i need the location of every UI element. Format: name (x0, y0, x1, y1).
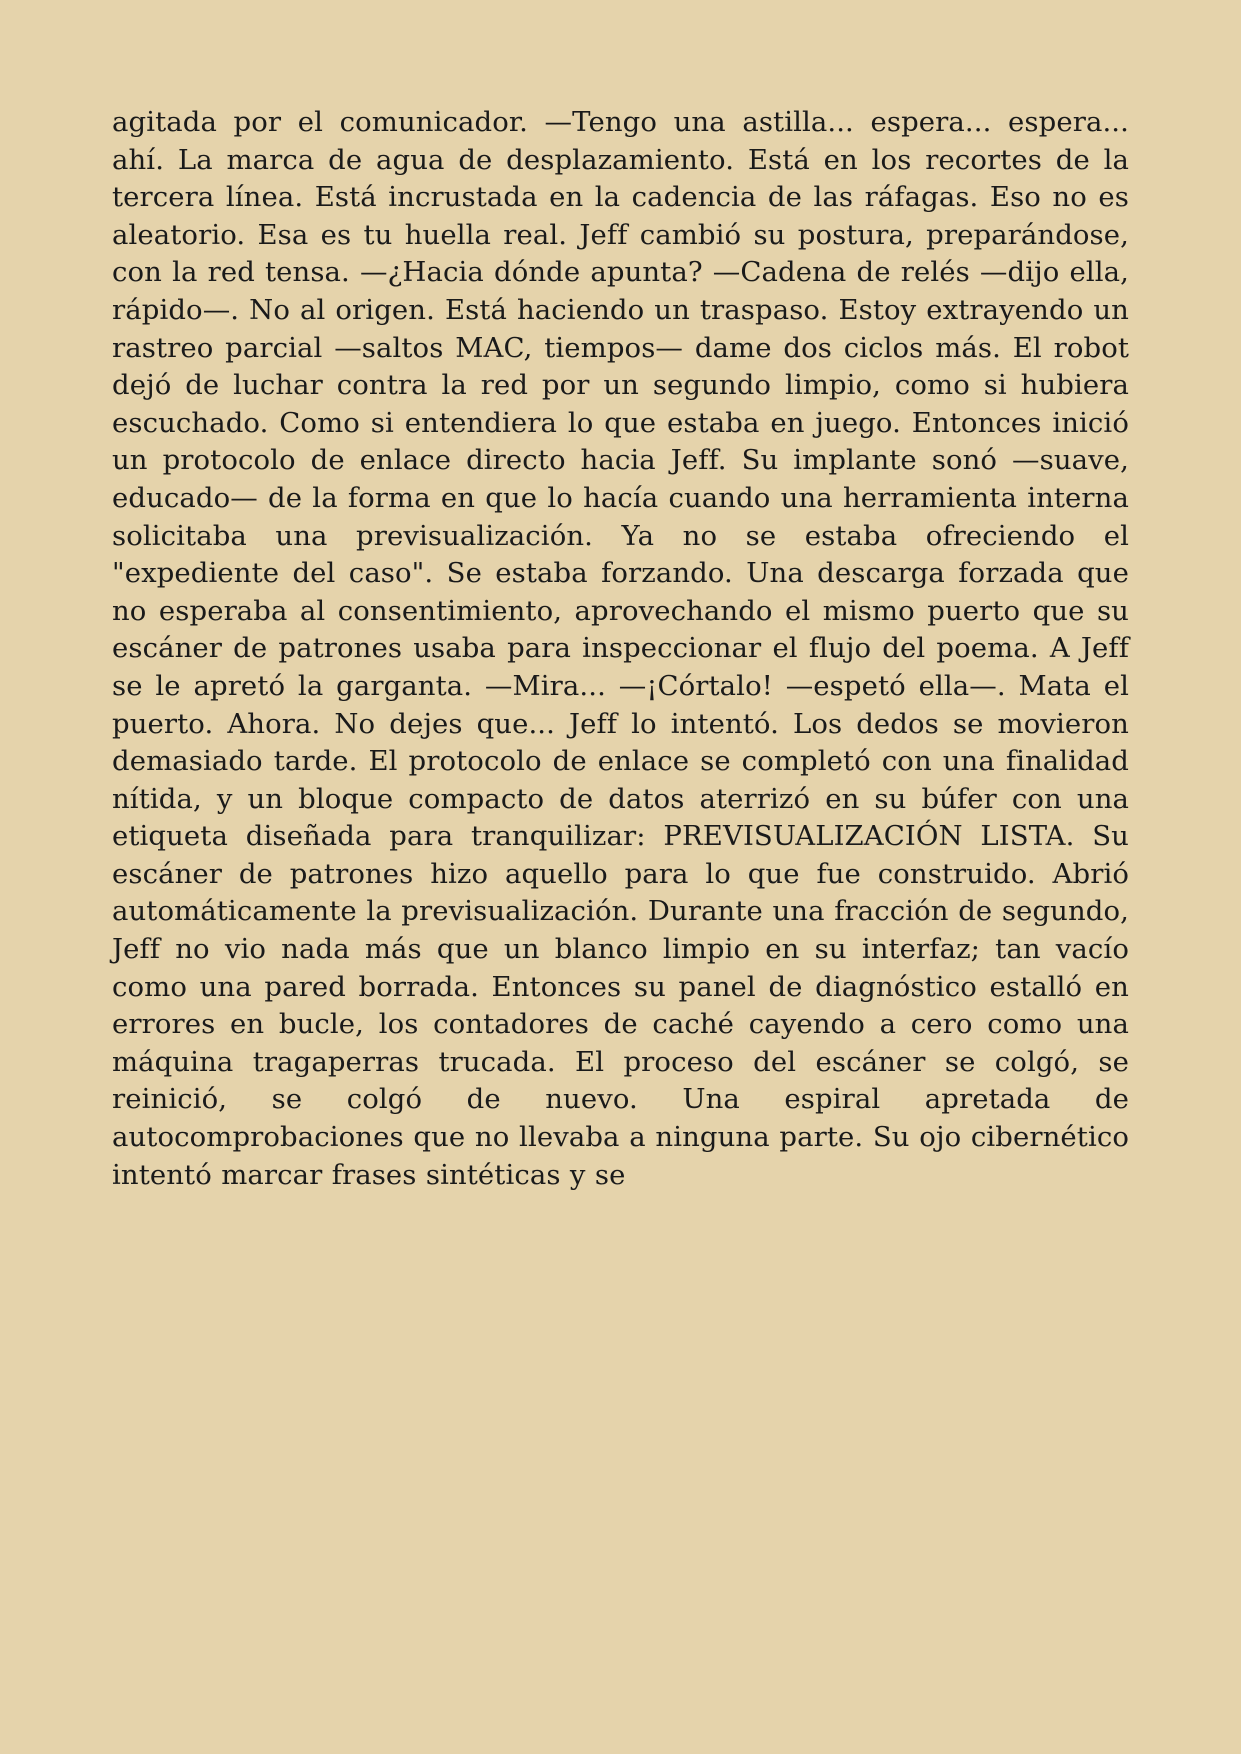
paragraph: agitada por el comunicador. —Tengo una astilla... espera... espera... ahí. La marca de agua de desplazamiento. Está en los recortes de la tercera línea. Está incrustada en la cadencia de las ráfagas. Eso no es aleatorio. Esa es tu huella real. Jeff cambió su postura, preparándose, con la red tensa. —¿Hacia dónde apunta? —Cadena de relés —dijo ella, rápido—. No al origen. Está haciendo un traspaso. Estoy extrayendo un rastreo parcial —saltos MAC, tiempos— dame dos ciclos más. El robot dejó de luchar contra la red por un segundo limpio, como si hubiera escuchado. Como si entendiera lo que estaba en juego. Entonces inició un protocolo de enlace directo hacia Jeff. Su implante sonó —suave, educado— de la forma en que lo hacía cuando una herramienta interna solicitaba una previsualización. Ya no se estaba ofreciendo el "expediente del caso". Se estaba forzando. Una descarga forzada que no esperaba al consentimiento, aprovechando el mismo puerto que su escáner de patrones usaba para inspeccionar el flujo del poema. A Jeff se le apretó la garganta. —Mira... —¡Córtalo! —espetó ella—. Mata el puerto. Ahora. No dejes que... Jeff lo intentó. Los dedos se movieron demasiado tarde. El protocolo de enlace se completó con una finalidad nítida, y un bloque compacto de datos aterrizó en su búfer con una etiqueta diseñada para tranquilizar: PREVISUALIZACIÓN LISTA. Su escáner de patrones hizo aquello para lo que fue construido. Abrió automáticamente la previsualización. Durante una fracción de segundo, Jeff no vio nada más que un blanco limpio en su interfaz; tan vacío como una pared borrada. Entonces su panel de diagnóstico estalló en errores en bucle, los contadores de caché cayendo a cero como una máquina tragaperras trucada. El proceso del escáner se colgó, se reinició, se colgó de nuevo. Una espiral apretada de autocomprobaciones que no llevaba a ninguna parte. Su ojo cibernético intentó marcar frases sintéticas y se (112, 106, 1129, 1191)
body-text-block (112, 104, 1129, 1194)
